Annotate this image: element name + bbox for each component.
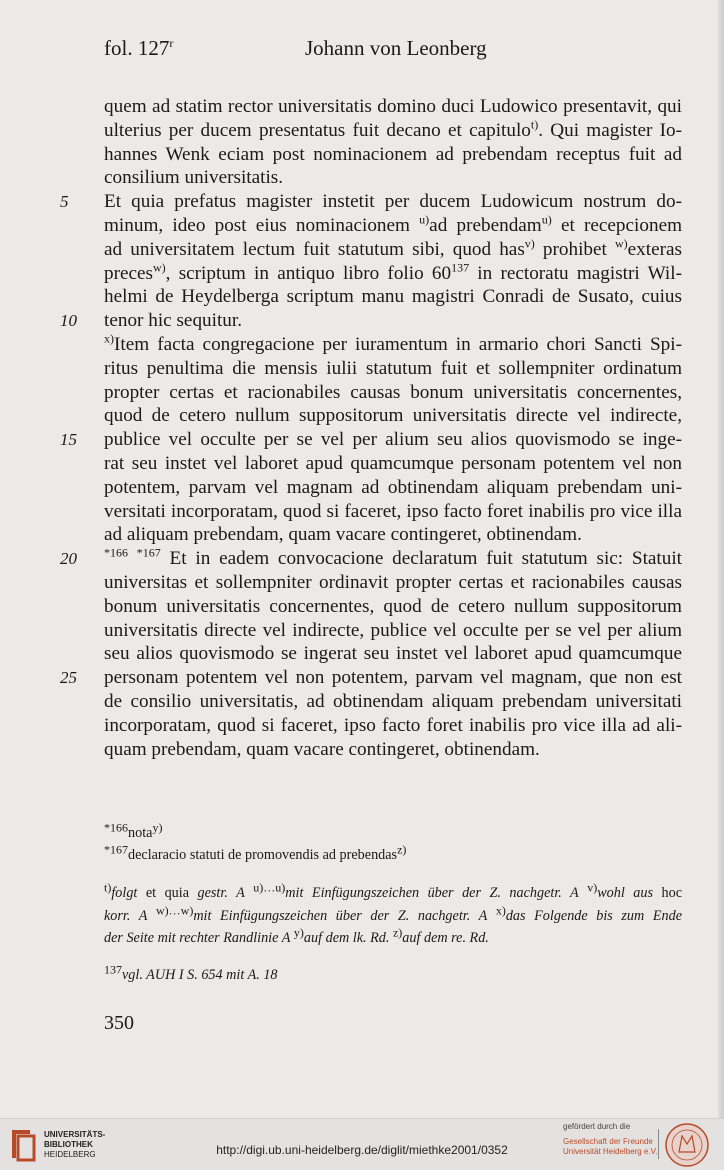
text-segment: der Seite mit rechter Randlinie A xyxy=(104,930,291,946)
text-segment xyxy=(128,548,137,569)
note-marker: v) xyxy=(524,236,535,251)
text-line xyxy=(104,500,682,524)
text-segment: bonum universitatis concernentes, quod de cetero nullum suppositorum xyxy=(104,595,682,617)
apparatus-line xyxy=(104,882,682,905)
line-number: 5 xyxy=(60,192,69,212)
main-text xyxy=(60,95,683,761)
text-segment: potentem, parvam vel magnam ad obtinendam aliquam prebendam uni- xyxy=(104,476,682,498)
note-marker: t) xyxy=(530,117,539,132)
text-segment: das Folgende bis zum Ende xyxy=(505,907,682,924)
note-marker: u) xyxy=(541,212,552,227)
marginal-note xyxy=(104,844,682,866)
text-segment: publice vel occulte per se vel per alium seu alios quovismodo se inge- xyxy=(104,429,682,451)
note-marker: *167 xyxy=(104,842,128,857)
text-segment: seu alios quovismodo se ingerat seu instet vel laboret apud quamcumque xyxy=(104,643,682,665)
note-marker: *166 xyxy=(104,820,128,835)
text-segment: folgt xyxy=(111,885,138,901)
text-segment: preces xyxy=(104,262,153,284)
folio-reference: fol. 127$^r$ xyxy=(104,36,174,60)
text-segment: propter certas et racionabiles causas bonum universitatis concernentes, xyxy=(104,381,682,403)
text-line xyxy=(60,190,682,214)
line-number: 15 xyxy=(60,430,77,450)
text-segment: in rectoratu magistri Wil- xyxy=(469,262,682,284)
text-segment: quem ad statim rector universitatis domino duci Ludowico presentavit, qui xyxy=(104,96,682,117)
text-segment: exteras xyxy=(627,238,682,260)
text-segment: et recepcionem xyxy=(551,214,683,236)
text-line xyxy=(104,619,682,643)
text-segment: Item facta congregacione per iuramentum in armario chori Sancti Spi- xyxy=(114,333,682,355)
footnote-137: $^{137}$vgl. AUH I S. 654 mit A. 18 xyxy=(104,962,278,983)
text-line xyxy=(104,143,682,167)
text-segment: de consilio universitatis, ad obtinendam aliquam prebendam universitati xyxy=(104,690,682,712)
sponsor-label: gefördert durch die xyxy=(563,1122,631,1131)
text-segment: universitatis directe vel indirecte, publice vel occulte per se vel per alium xyxy=(104,619,682,641)
text-segment: ad universitatem lectum fuit statutum sibi, quod has xyxy=(104,238,525,260)
text-line xyxy=(60,309,682,333)
text-segment: personam potentem vel non potentem, parvam vel magnam, que non est xyxy=(104,667,682,689)
note-marker: *167 xyxy=(136,545,161,560)
note-marker: v) xyxy=(587,880,598,895)
text-line xyxy=(104,357,682,381)
line-number: 25 xyxy=(60,668,77,688)
text-line xyxy=(104,333,682,357)
text-segment: korr. A xyxy=(104,907,148,924)
note-marker: w) xyxy=(153,260,166,275)
text-segment: helmi de Heydelberga scriptum manu magistri Conradi de Susato, cuius xyxy=(104,286,682,308)
text-segment: ritus penultima die mensis iulii statutum fuit et sollempniter ordinatum xyxy=(104,357,682,379)
note-marker: z) xyxy=(392,925,403,940)
running-title: Johann von Leonberg xyxy=(305,36,487,60)
text-line xyxy=(104,166,682,190)
text-line xyxy=(104,452,682,476)
text-segment: quod de cetero nullum suppositorum universitatis directe vel indirecte, xyxy=(104,405,682,427)
note-marker: x) xyxy=(104,331,114,346)
text-segment: ad prebendam xyxy=(429,214,542,236)
text-segment: hoc xyxy=(653,885,682,901)
text-segment: et quia xyxy=(137,885,198,901)
text-line xyxy=(104,523,682,547)
marginal-notes xyxy=(104,822,682,866)
note-marker: y) xyxy=(293,925,304,940)
text-segment: declaracio statuti de promovendis ad prebendas xyxy=(128,847,398,863)
text-segment: prohibet xyxy=(534,238,615,260)
text-segment: , scriptum in antiquo libro folio 60 xyxy=(165,262,452,284)
note-marker: u)…u) xyxy=(253,880,286,895)
text-line xyxy=(104,642,682,666)
text-segment: wohl aus xyxy=(597,885,654,901)
note-marker: 137 xyxy=(451,260,470,275)
text-segment: versitati incorporatam, quod si faceret, ipso facto foret inabilis pro vice illa xyxy=(104,500,682,522)
text-line xyxy=(104,262,682,286)
text-segment: Et quia prefatus magister instetit per ducem Ludowicum nostrum do- xyxy=(104,191,682,213)
text-line xyxy=(104,571,682,595)
text-segment: consilium universitatis. xyxy=(104,167,284,189)
text-line xyxy=(104,738,682,762)
text-segment: auf dem re. Rd. xyxy=(402,930,489,946)
text-segment xyxy=(579,885,588,901)
text-line xyxy=(104,690,682,714)
text-line xyxy=(104,595,682,619)
text-line xyxy=(104,119,682,143)
text-segment: rat seu instet vel laboret apud quamcumque personam potentem vel non xyxy=(104,452,682,474)
apparatus-line xyxy=(104,902,682,928)
text-line xyxy=(104,285,682,309)
text-line xyxy=(60,666,682,690)
text-segment: ad aliquam prebendam, quam vacare contingeret, obtinendam. xyxy=(104,524,582,546)
text-segment: . Qui magister Io- xyxy=(538,119,682,141)
text-line xyxy=(104,214,682,238)
line-number: 10 xyxy=(60,311,77,331)
text-segment: gestr. A xyxy=(197,885,245,901)
text-line xyxy=(104,381,682,405)
note-marker: w) xyxy=(614,236,628,251)
text-segment xyxy=(245,885,254,901)
text-segment: mit Einfügungszeichen über der Z. nachgetr. A xyxy=(193,907,488,924)
marginal-note xyxy=(104,822,682,844)
text-line xyxy=(60,428,682,452)
text-segment: quam prebendam, quam vacare contingeret, obtinendam. xyxy=(104,738,540,760)
note-marker: u) xyxy=(419,212,430,227)
text-segment: nota xyxy=(128,825,153,841)
text-segment: hannes Wenk eciam post nominacionem ad prebendam receptus fuit ad xyxy=(104,143,682,165)
text-segment: incorporatam, quod si faceret, ipso facto foret inabilis pro vice illa ad ali- xyxy=(104,714,682,736)
text-segment xyxy=(147,908,156,924)
text-segment: tenor hic sequitur. xyxy=(104,310,243,332)
university-seal-icon xyxy=(664,1122,710,1168)
text-line xyxy=(104,238,682,262)
text-line xyxy=(104,404,682,428)
text-segment: minum, ideo post eius nominacionem xyxy=(104,214,420,236)
note-marker: y) xyxy=(152,820,163,835)
footer-divider xyxy=(658,1129,659,1159)
text-line xyxy=(104,714,682,738)
text-segment: auf dem lk. Rd. xyxy=(303,930,390,946)
text-segment xyxy=(487,908,496,924)
text-line xyxy=(60,545,683,571)
line-number: 20 xyxy=(60,549,77,569)
critical-apparatus xyxy=(104,882,682,950)
text-segment: Et in eadem convocacione declaratum fuit statutum sic: Statuit xyxy=(160,548,683,570)
text-segment: ulterius per ducem presentatus fuit decano et capitulo xyxy=(104,119,531,141)
text-line xyxy=(104,476,682,500)
digitization-footer xyxy=(0,1118,724,1170)
sponsor-name: Gesellschaft der Freunde Universität Heidelberg e.V. xyxy=(563,1137,658,1156)
note-marker: w)…w) xyxy=(155,902,194,917)
note-marker: *166 xyxy=(104,545,128,560)
note-marker: x) xyxy=(495,902,506,917)
library-name: UNIVERSITÄTS- BIBLIOTHEK HEIDELBERG xyxy=(44,1130,106,1159)
text-segment: universitas et sollempniter ordinavit propter certas et racionabiles causas xyxy=(104,571,682,593)
page-number: 350 xyxy=(104,1012,134,1034)
note-marker: t) xyxy=(104,880,112,895)
text-line xyxy=(104,95,682,119)
apparatus-line xyxy=(104,927,682,950)
text-segment: mit Einfügungszeichen über der Z. nachgetr. A xyxy=(285,885,579,901)
note-marker: z) xyxy=(397,842,407,857)
source-url[interactable]: http://digi.ub.uni-heidelberg.de/diglit/miethke2001/0352 xyxy=(216,1143,508,1157)
